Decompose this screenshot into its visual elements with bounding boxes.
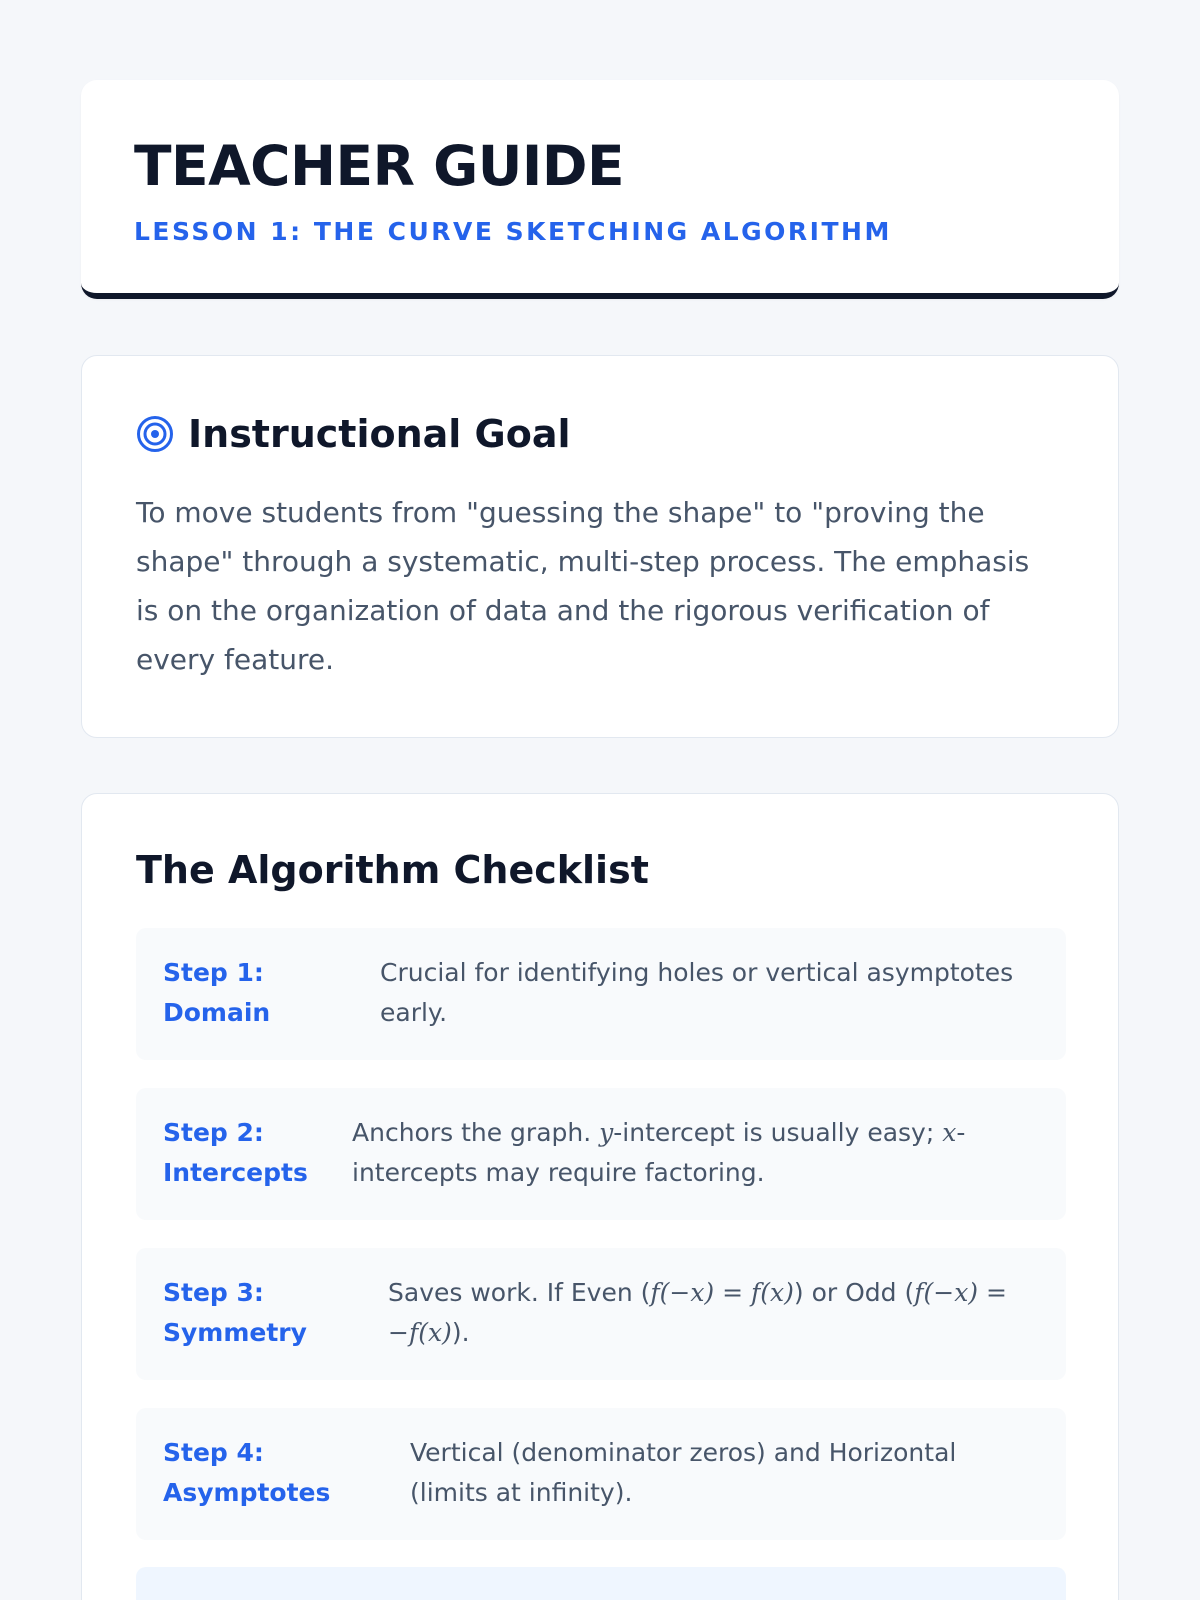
step-label — [163, 1433, 330, 1513]
step-name: Domain — [163, 998, 271, 1027]
description-text: ). — [451, 1318, 470, 1347]
step-asymptotes — [136, 1408, 1066, 1540]
algorithm-checklist-card — [81, 793, 1119, 1600]
step-name: Symmetry — [163, 1318, 307, 1347]
step-symmetry — [136, 1248, 1066, 1380]
target-icon — [136, 415, 174, 453]
step-label — [163, 1113, 308, 1193]
description-text: ) or Odd ( — [793, 1278, 915, 1307]
description-text: Anchors the graph. — [352, 1118, 600, 1147]
goal-heading — [136, 410, 571, 458]
step-number: Step 2: — [163, 1118, 264, 1147]
step-name: Intercepts — [163, 1158, 308, 1187]
goal-description: To move students from "guessing the shape" to "proving the shape" through a systematic, multi-step process. The emphasis is on the organization of data and the rigorous verification of every feature. — [136, 496, 1030, 676]
step-number: Step 3: — [163, 1278, 264, 1307]
step-number: Step 1: — [163, 958, 264, 987]
step-description — [352, 1113, 1040, 1193]
description-text: Saves work. If Even ( — [388, 1278, 651, 1307]
tip-box — [136, 1567, 1066, 1600]
step-description — [388, 1273, 1040, 1353]
math-variable: y — [599, 1118, 614, 1147]
goal-title: Instructional Goal — [188, 412, 571, 456]
step-label — [163, 953, 270, 1033]
step-domain — [136, 928, 1066, 1060]
description-text: -intercept is usually easy; — [613, 1118, 943, 1147]
instructional-goal-card — [81, 355, 1119, 738]
header-card — [81, 80, 1119, 299]
step-description: Vertical (denominator zeros) and Horizontal (limits at infinity). — [410, 1438, 957, 1507]
step-intercepts — [136, 1088, 1066, 1220]
step-name: Asymptotes — [163, 1478, 331, 1507]
math-even-condition: f(−x) = f(x) — [650, 1278, 794, 1307]
checklist-title: The Algorithm Checklist — [136, 848, 649, 892]
lesson-subtitle: LESSON 1: THE CURVE SKETCHING ALGORITHM — [134, 217, 892, 246]
step-label — [163, 1273, 307, 1353]
math-variable: x — [942, 1118, 957, 1147]
step-description: Crucial for identifying holes or vertical asymptotes early. — [380, 958, 1014, 1027]
step-number: Step 4: — [163, 1438, 264, 1467]
math-odd-condition: f(−x) = −f(x) — [388, 1278, 1007, 1347]
description-text: -intercepts may require factoring. — [352, 1118, 966, 1187]
page-title: TEACHER GUIDE — [134, 134, 625, 198]
